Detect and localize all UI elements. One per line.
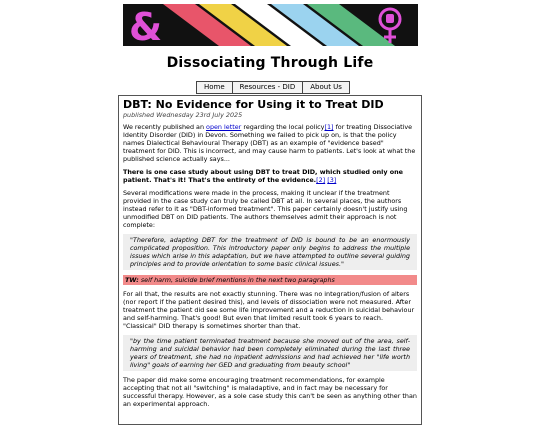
paragraph-recommendations: The paper did make some encouraging treatment recommendations, for example accepting that not all "switching" is maladaptive, and in fact may be necessary for successful therapy. However, as a sole case study this can't be seen as anything other than an experimental approach.: [123, 376, 417, 408]
ampersand-logo: &: [129, 5, 163, 46]
quote-adapting-dbt: "Therefore, adapting DBT for the treatment of DID is bound to be an enormously complicated proposition. This introductory paper only begins to address the multiple issues which arise in this adaptation, but we have attempted to outline several guiding principles and to provide orientation to some basic clinical issues.": [123, 234, 417, 270]
article-title: DBT: No Evidence for Using it to Treat DID: [123, 98, 384, 111]
trigger-warning-text: self harm, suicide brief mentions in the next two paragraphs: [138, 276, 335, 284]
text-span: We recently published an: [123, 123, 207, 131]
key-claim-text: There is one case study about using DBT to treat DID, which studied only one patient. That's it! That's the entirety of the evidence.: [123, 168, 404, 184]
reference-1-link[interactable]: [1]: [324, 123, 334, 131]
main-nav: [196, 81, 350, 94]
nav-home[interactable]: Home: [197, 82, 233, 93]
nav-resources-did[interactable]: Resources - DID: [233, 82, 304, 93]
quote-treatment-outcome: "by the time patient terminated treatment because she moved out of the area, self-harming and suicidal behavior had been completely eliminated during the last three years of treatment, she had no inpatient admissions and had achieved her "life worth living" goals of earning her GED and graduating from beauty school": [123, 335, 417, 371]
reference-3-link[interactable]: [3]: [327, 176, 337, 184]
pride-stripes-graphic: [123, 4, 418, 46]
open-letter-link[interactable]: open letter: [206, 123, 242, 131]
nav-about-us[interactable]: About Us: [303, 82, 349, 93]
paragraph-results: For all that, the results are not exactly stunning. There was no integration/fusion of alters (nor report if the patient desired this), and levels of dissociation were not measured. After treatment the patient did see some life improvement and a reduction in suicidal behaviour and self-harming. That's good! But even that limited result took 6 years to reach. "Classical" DID therapy is sometimes shorter than that.: [123, 290, 415, 330]
site-title: Dissociating Through Life: [166, 55, 374, 71]
paragraph-modifications: Several modifications were made in the process, making it unclear if the treatment provided in the case study can truly be called DBT at all. In several places, the authors instead refer to it as "DBT-informed treatment". This paper certainly doesn't justify using unmodified DBT on DID patients. The authors themselves admit their approach is not complete:: [123, 189, 408, 229]
paragraph-key-claim: [123, 168, 417, 184]
text-span: regarding the local policy: [241, 123, 325, 131]
site-banner: [123, 4, 418, 46]
paragraph-intro: [123, 123, 417, 163]
reference-2-link[interactable]: [2]: [316, 176, 326, 184]
article: [118, 95, 422, 425]
trigger-warning-label: TW:: [125, 276, 139, 284]
trigger-warning: [123, 275, 417, 285]
article-date: published Wednesday 23rd July 2025: [123, 111, 243, 119]
text-span: for treating Dissociative Identity Disorder (DID) in Devon. Something we failed to pick up on, is that the policy names Dialectical Behavioural Therapy (DBT) as an example of "evidence based" treatment for DID. This is incorrect, and may cause harm to patients. Let's look at what the published science actually says...: [123, 123, 416, 163]
